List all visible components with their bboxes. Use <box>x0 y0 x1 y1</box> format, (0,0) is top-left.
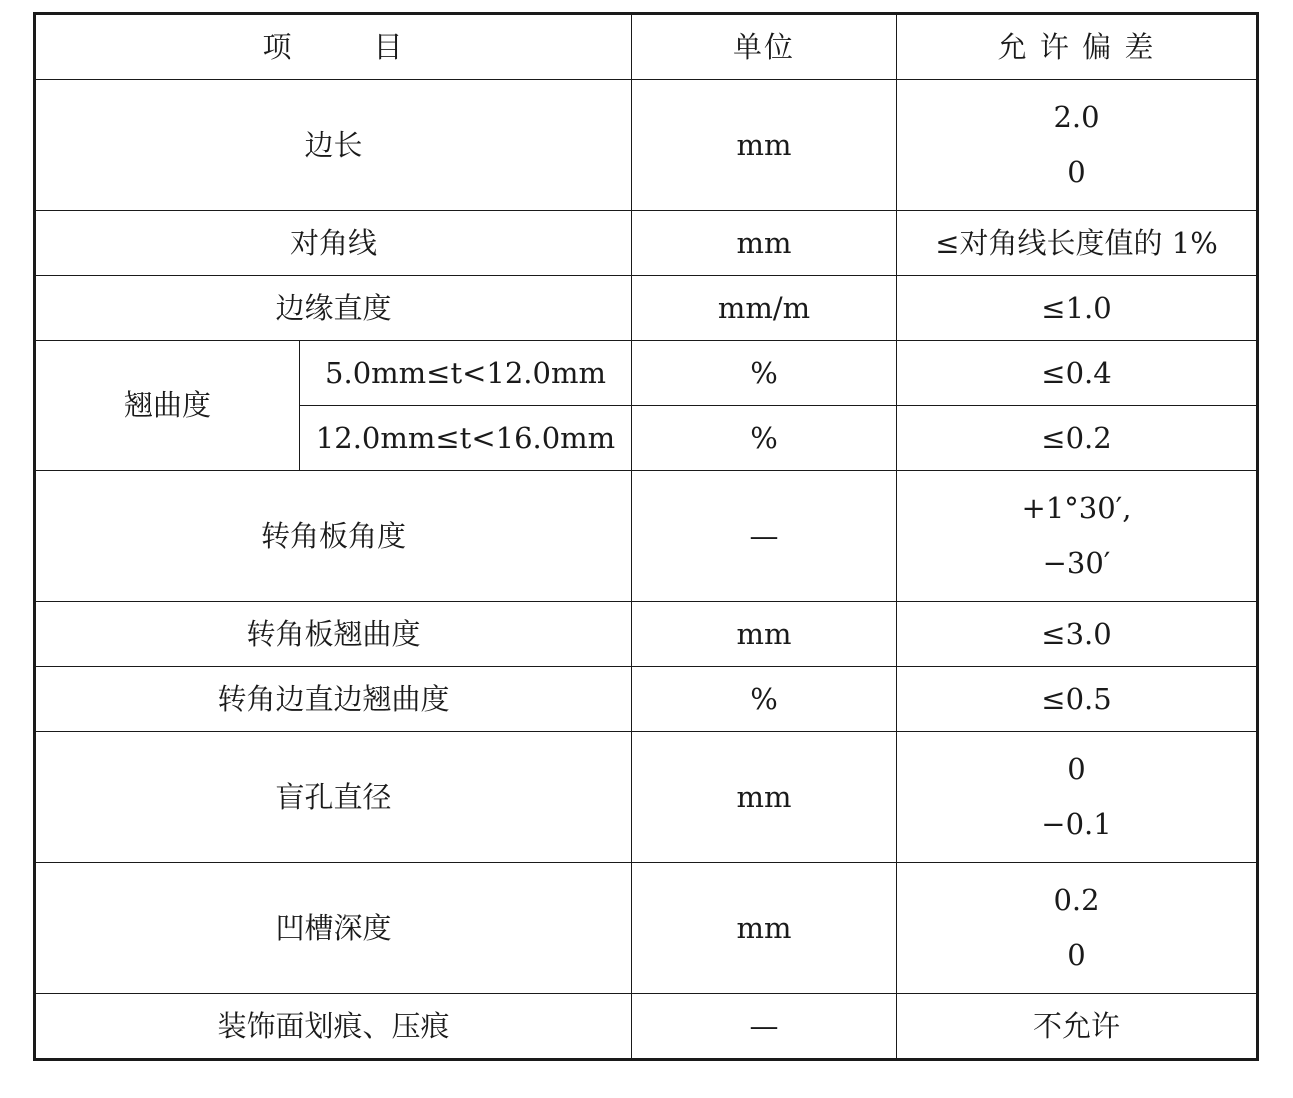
condition-cell: 12.0mm≤t<16.0mm <box>300 406 632 471</box>
tolerance-table <box>33 12 1259 1061</box>
item-cell: 边长 <box>35 80 632 211</box>
tolerance-cell: ≤1.0 <box>897 276 1258 341</box>
unit-cell: mm <box>632 732 897 863</box>
condition-cell: 5.0mm≤t<12.0mm <box>300 341 632 406</box>
tolerance-cell: 不允许 <box>897 994 1258 1060</box>
item-cell: 盲孔直径 <box>35 732 632 863</box>
unit-cell: — <box>632 471 897 602</box>
table-row <box>35 667 1258 732</box>
table-row <box>35 211 1258 276</box>
table-row <box>35 341 1258 406</box>
tolerance-lower: 0 <box>1067 155 1086 189</box>
header-item-left: 项 <box>262 29 294 64</box>
item-cell: 转角边直边翘曲度 <box>35 667 632 732</box>
tolerance-upper: 0 <box>1067 752 1086 786</box>
tolerance-cell: ≤0.2 <box>897 406 1258 471</box>
item-cell: 对角线 <box>35 211 632 276</box>
header-unit: 单位 <box>632 14 897 80</box>
unit-cell: mm <box>632 602 897 667</box>
tolerance-upper: +1°30′, <box>1021 491 1132 525</box>
unit-cell: mm <box>632 211 897 276</box>
tolerance-cell: ≤3.0 <box>897 602 1258 667</box>
tolerance-upper: 2.0 <box>1053 100 1100 134</box>
unit-cell: % <box>632 667 897 732</box>
item-cell: 转角板角度 <box>35 471 632 602</box>
table-row <box>35 276 1258 341</box>
unit-cell: % <box>632 406 897 471</box>
tolerance-cell: ≤0.4 <box>897 341 1258 406</box>
tolerance-lower: 0 <box>1067 938 1086 972</box>
tolerance-cell <box>897 80 1258 211</box>
table-row <box>35 863 1258 994</box>
table-row <box>35 80 1258 211</box>
unit-cell: mm/m <box>632 276 897 341</box>
item-cell: 凹槽深度 <box>35 863 632 994</box>
tolerance-cell: ≤对角线长度值的 1% <box>897 211 1258 276</box>
tolerance-cell: ≤0.5 <box>897 667 1258 732</box>
tolerance-lower: −0.1 <box>1041 807 1112 841</box>
table-row <box>35 471 1258 602</box>
tolerance-lower: −30′ <box>1042 546 1111 580</box>
unit-cell: — <box>632 994 897 1060</box>
item-cell: 转角板翘曲度 <box>35 602 632 667</box>
table-row <box>35 994 1258 1060</box>
header-tolerance: 允 许 偏 差 <box>897 14 1258 80</box>
item-cell: 边缘直度 <box>35 276 632 341</box>
unit-cell: % <box>632 341 897 406</box>
table-header-row <box>35 14 1258 80</box>
header-item <box>35 14 632 80</box>
tolerance-cell <box>897 471 1258 602</box>
header-item-right: 目 <box>373 29 405 64</box>
tolerance-cell <box>897 732 1258 863</box>
unit-cell: mm <box>632 863 897 994</box>
item-cell: 翘曲度 <box>35 341 300 471</box>
unit-cell: mm <box>632 80 897 211</box>
tolerance-upper: 0.2 <box>1053 883 1100 917</box>
table-row <box>35 602 1258 667</box>
table-row <box>35 732 1258 863</box>
tolerance-cell <box>897 863 1258 994</box>
item-cell: 装饰面划痕、压痕 <box>35 994 632 1060</box>
